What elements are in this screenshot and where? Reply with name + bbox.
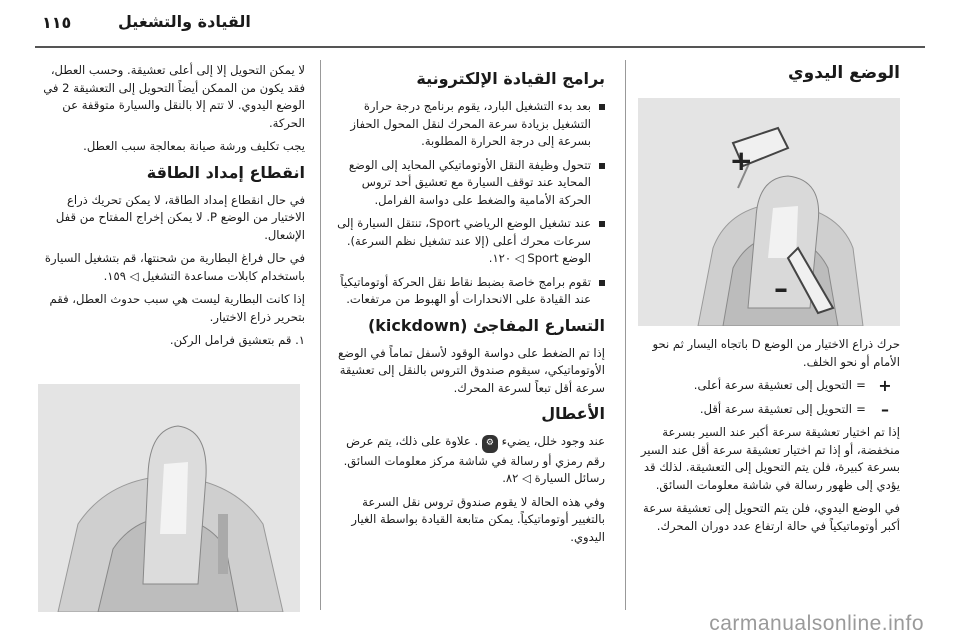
section-title-manual-mode: الوضع اليدوي [788, 63, 900, 83]
power-paragraph-2: في حال فراغ البطارية من شحنتها، قم بتشغيل السيارة باستخدام كابلات مساعدة التشغيل ◁ ١٥٩. [44, 251, 305, 283]
symbol-description: التحويل إلى تعشيقة سرعة أقل. [699, 401, 852, 416]
shifter-console-illustration [38, 384, 300, 612]
symbol-description: التحويل إلى تعشيقة سرعة أعلى. [693, 378, 852, 392]
svg-text:–: – [774, 272, 788, 305]
symbol-row-minus [638, 401, 900, 419]
faults-text-post: . علاوة على ذلك، يتم عرض رقم رمزي أو رسالة في شاشة مركز معلومات السائق. رسائل السيارة ◁ ٨٢. [343, 434, 605, 485]
step-1-text: ١. قم بتعشيق فرامل الركن. [169, 333, 305, 347]
list-item: تقوم برامج خاصة بضبط نقاط نقل الحركة أوتوماتيكياً عند القيادة على الانحدارات أو الهبوط من مرتفعات. [335, 274, 605, 309]
power-paragraph-1: في حال انقطاع إمداد الطاقة، لا يمكن تحريك ذراع الاختيار من الوضع P. لا يمكن إخراج المفتاح من قفل الإشعال. [55, 192, 305, 242]
chapter-title: القيادة والتشغيل [118, 12, 251, 31]
symbol-row-plus [638, 377, 900, 395]
kickdown-text: إذا تم الضغط على دواسة الوقود لأسفل تماماً في الوضع الأوتوماتيكي، سيقوم صندوق التروس بالنقل إلى تعشيقة سرعة أقل تبعاً لسرعة المحرك. [337, 345, 605, 395]
watermark-text: carmanualsonline.info [709, 612, 924, 635]
section-title-faults: الأعطال [541, 404, 605, 423]
section-title-power-interruption: انقطاع إمداد الطاقة [146, 162, 305, 182]
faults-continued-text: لا يمكن التحويل إلا إلى أعلى تعشيقة. وحسب العطل، فقد يكون من الممكن أيضاً التحويل إلى التعشيقة 2 في الوضع اليدوي. لا تتم إلا بالنقل والسيارة متوقفة عن الحركة. [43, 63, 305, 130]
list-item: بعد بدء التشغيل البارد، يقوم برنامج درجة حرارة التشغيل بزيادة سرعة المحرك لنقل المحول الحفاز بسرعة إلى درجة الحرارة المطلوبة. [335, 98, 605, 151]
equals-sign: = [856, 378, 866, 392]
list-item: تتحول وظيفة النقل الأوتوماتيكي المحايد إلى الوضع المحايد عند توقف السيارة مع تعشيق أحد تروس الحركة الأمامية والضغط على دواسة الفرامل. [335, 157, 605, 210]
faults-text-pre: عند وجود خلل، يضيء [501, 434, 605, 448]
svg-text:+: + [729, 144, 753, 177]
manual-intro-text: حرك ذراع الاختيار من الوضع D باتجاه اليسار ثم نحو الأمام أو نحو الخلف. [652, 337, 900, 369]
column-divider [320, 60, 321, 610]
gearbox-warning-icon: ⚙ [482, 435, 498, 453]
section-title-electronic-programs: برامج القيادة الإلكترونية [416, 69, 605, 88]
workshop-advice-text: يجب تكليف ورشة صيانة بمعالجة سبب العطل. [83, 139, 305, 153]
list-item: عند تشغيل الوضع الرياضي Sport، تنتقل السيارة إلى سرعات محرك أعلى (إلا عند تشغيل نظم السرعة). الوضع Sport ◁ ١٢٠. [335, 215, 605, 268]
manual-paragraph-2: في الوضع اليدوي، فلن يتم التحويل إلى تعشيقة سرعة أكبر أوتوماتيكياً في حالة ارتفاع عدد دوران المحرك. [643, 501, 900, 533]
left-column [35, 62, 305, 356]
column-divider [625, 60, 626, 610]
right-column [638, 62, 900, 541]
plus-icon: + [878, 376, 892, 395]
faults-text-1 [335, 433, 605, 488]
equals-sign: = [856, 401, 866, 416]
header-rule [35, 46, 925, 48]
middle-column [335, 62, 605, 552]
page-header [0, 0, 960, 46]
power-paragraph-3: إذا كانت البطارية ليست هي سبب حدوث العطل، فقم بتحرير ذراع الاختيار. [49, 292, 305, 324]
page-number: ١١٥ [42, 13, 72, 32]
section-title-kickdown: التسارع المفاجئ (kickdown) [367, 315, 605, 335]
gear-shifter-illustration [638, 98, 900, 326]
faults-text-2: وفي هذه الحالة لا يقوم صندوق تروس نقل السرعة بالتغيير أوتوماتيكياً. يمكن متابعة القيادة بواسطة الغيار اليدوي. [351, 494, 605, 544]
manual-paragraph-1: إذا تم اختيار تعشيقة سرعة أكبر عند السير بسرعة منخفضة، أو إذا تم اختيار تعشيقة سرعة أقل عند السير بسرعة كبيرة، فلن يتم التحويل إلى التعشيقة. لذلك قد يؤدي إلى ظهور رسالة في شاشة معلومات السائق. [640, 425, 900, 492]
minus-icon: – [881, 399, 889, 419]
